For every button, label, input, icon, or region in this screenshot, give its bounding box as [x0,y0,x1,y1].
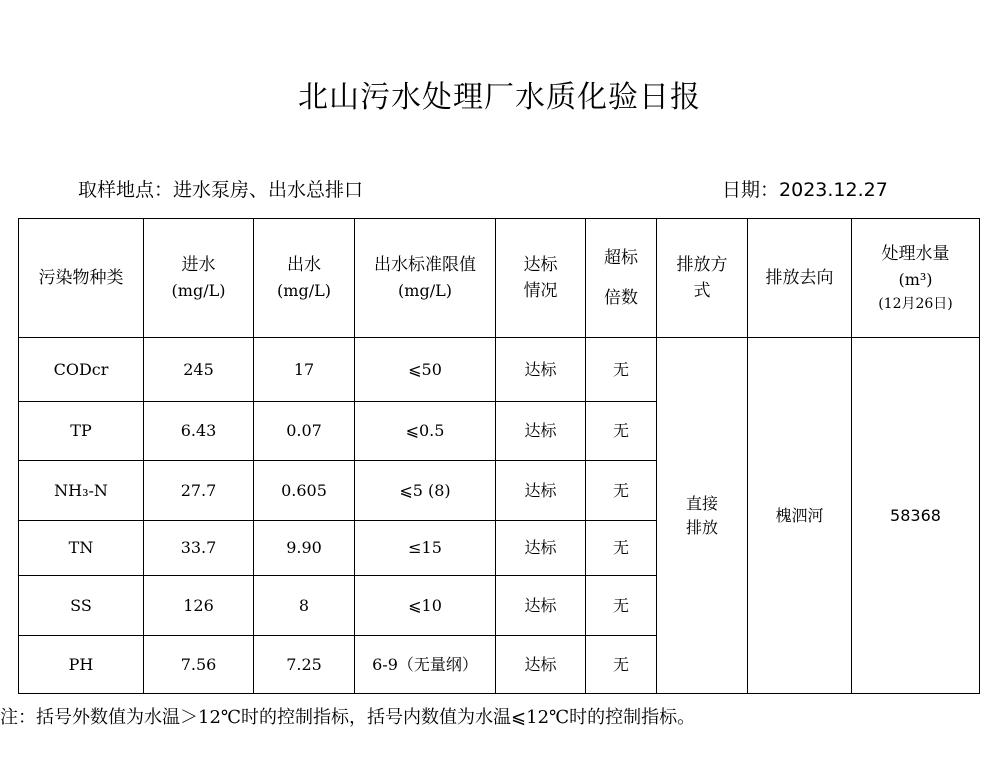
exceed-cell: 无 [586,636,657,694]
effluent-cell: 0.605 [254,461,355,521]
header-status: 达标 情况 [496,219,586,338]
footnote: 注：括号外数值为水温＞12℃时的控制指标，括号内数值为水温⩽12℃时的控制指标。 [0,707,696,728]
header-limit-unit: (mg/L) [398,281,452,300]
treated-volume-cell: 58368 [852,338,980,694]
sampling-location-value: 进水泵房、出水总排口 [173,179,364,201]
header-volume-unit: (m³) [898,270,933,289]
pollutant-cell: TP [19,402,144,461]
limit-cell: ⩽5 (8) [355,461,496,521]
report-title: 北山污水处理厂水质化验日报 [298,80,701,115]
status-cell: 达标 [496,521,586,576]
status-cell: 达标 [496,576,586,636]
header-volume: 处理水量 (m³) (12月26日) [852,219,980,338]
pollutant-cell: PH [19,636,144,694]
water-quality-table [18,218,980,694]
influent-cell: 27.7 [144,461,254,521]
limit-cell: ≤15 [355,521,496,576]
discharge-destination-cell: 槐泗河 [748,338,852,694]
effluent-cell: 0.07 [254,402,355,461]
report-date [722,176,888,204]
effluent-cell: 17 [254,338,355,402]
table-header-row [19,219,980,338]
exceed-cell: 无 [586,402,657,461]
exceed-cell: 无 [586,521,657,576]
sampling-location-label: 取样地点： [78,179,174,201]
header-effluent: 出水 (mg/L) [254,219,355,338]
sampling-location [78,176,363,204]
header-effluent-unit: (mg/L) [277,281,331,300]
status-cell: 达标 [496,402,586,461]
influent-cell: 245 [144,338,254,402]
report-date-value: 2023.12.27 [779,179,888,201]
limit-cell: 6-9（无量纲） [355,636,496,694]
influent-cell: 126 [144,576,254,636]
header-method: 排放方 式 [657,219,748,338]
limit-cell: ⩽0.5 [355,402,496,461]
discharge-method-cell: 直接 排放 [657,338,748,694]
status-cell: 达标 [496,636,586,694]
header-influent: 进水 (mg/L) [144,219,254,338]
exceed-cell: 无 [586,461,657,521]
pollutant-cell: CODcr [19,338,144,402]
header-destination: 排放去向 [748,219,852,338]
header-exceed: 超标 倍数 [586,219,657,338]
status-cell: 达标 [496,338,586,402]
header-volume-date: (12月26日) [878,296,953,312]
exceed-cell: 无 [586,576,657,636]
effluent-cell: 9.90 [254,521,355,576]
limit-cell: ⩽10 [355,576,496,636]
table-row [19,338,980,402]
header-limit: 出水标准限值 (mg/L) [355,219,496,338]
header-pollutant: 污染物种类 [19,219,144,338]
effluent-cell: 8 [254,576,355,636]
pollutant-cell: NH₃-N [19,461,144,521]
exceed-cell: 无 [586,338,657,402]
effluent-cell: 7.25 [254,636,355,694]
limit-cell: ⩽50 [355,338,496,402]
header-influent-unit: (mg/L) [171,281,226,300]
influent-cell: 33.7 [144,521,254,576]
report-date-label: 日期： [722,179,780,201]
pollutant-cell: SS [19,576,144,636]
influent-cell: 6.43 [144,402,254,461]
influent-cell: 7.56 [144,636,254,694]
status-cell: 达标 [496,461,586,521]
pollutant-cell: TN [19,521,144,576]
